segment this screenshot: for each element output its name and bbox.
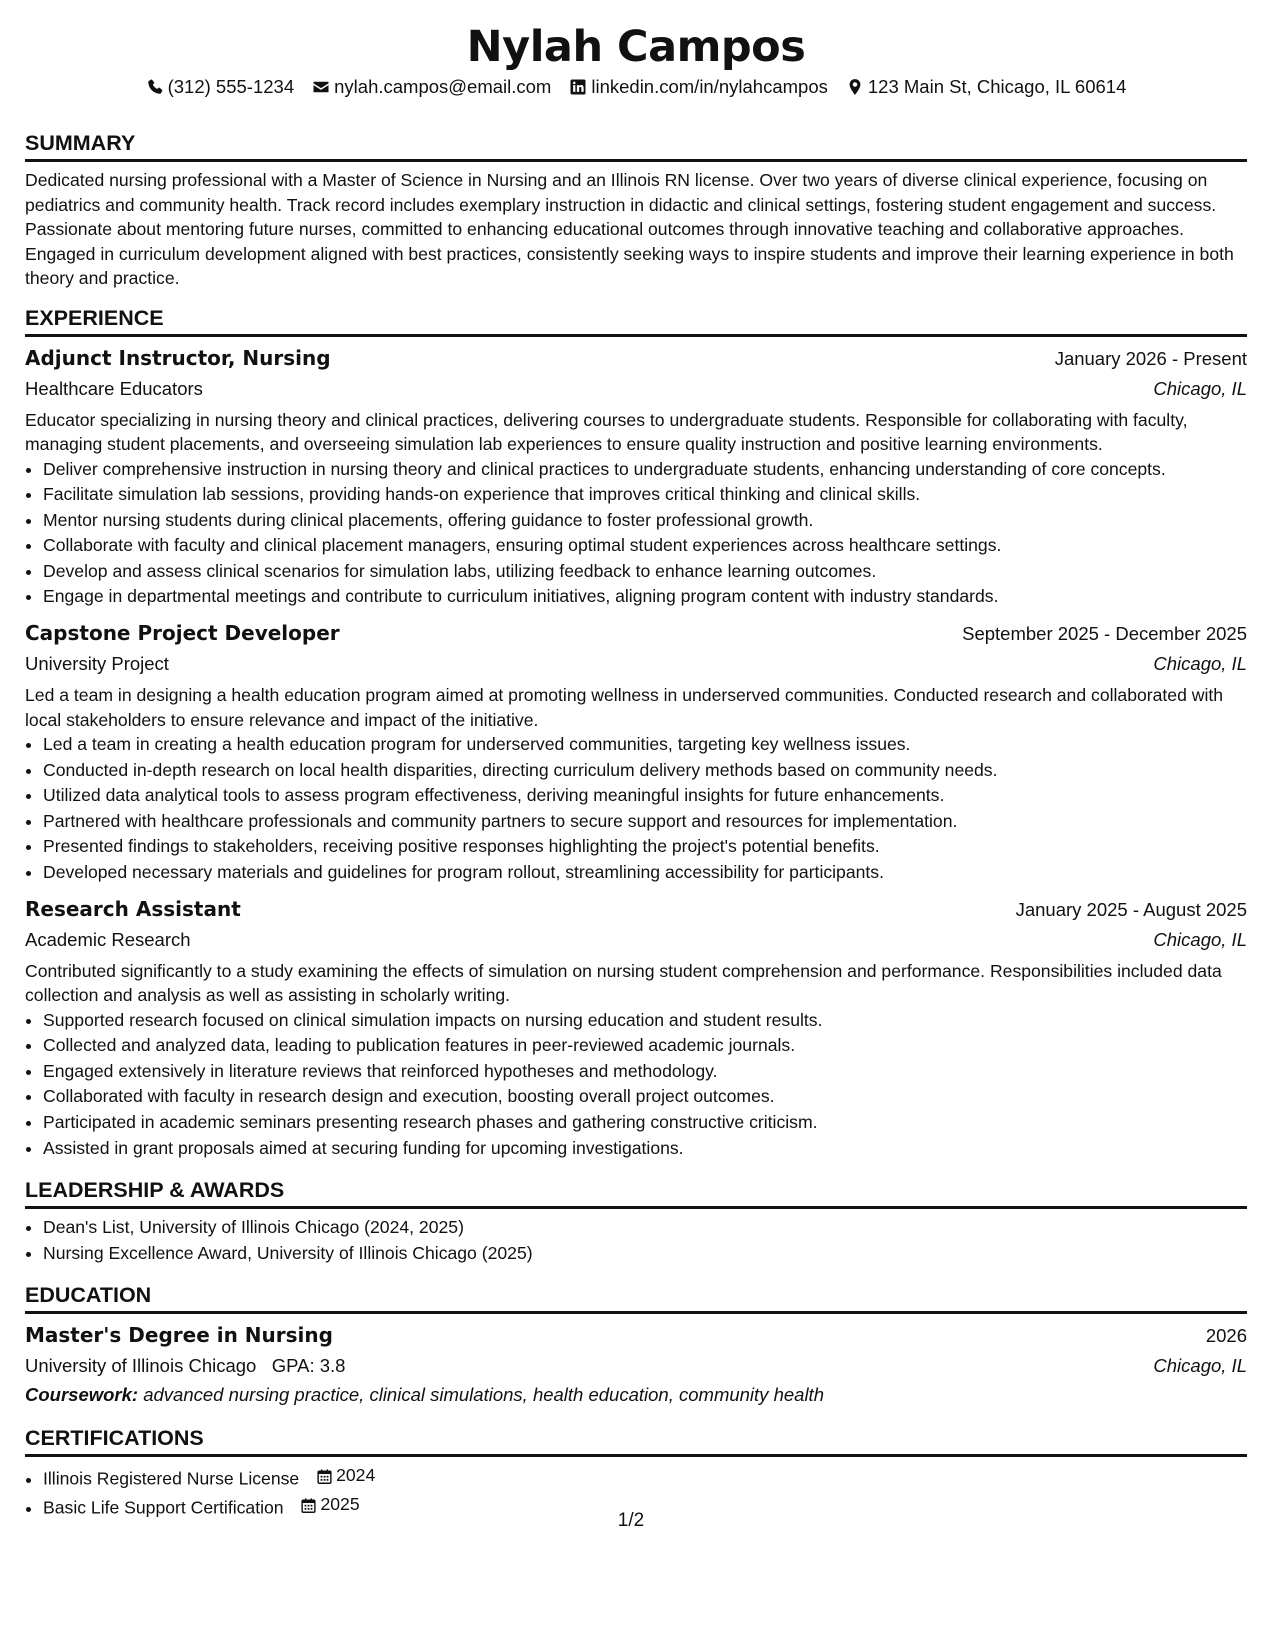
list-item: • Engage in departmental meetings and contribute to curriculum initiatives, aligning program content with industry standards.	[43, 584, 1247, 610]
job-entry	[25, 618, 1247, 886]
degree-year: 2026	[1205, 1325, 1247, 1347]
cert-name: Illinois Registered Nurse License	[43, 1468, 300, 1489]
envelope-icon	[312, 78, 330, 96]
list-item: • Assisted in grant proposals aimed at securing funding for upcoming investigations.	[43, 1136, 1247, 1162]
job-bullets	[25, 457, 1247, 611]
gpa-text: GPA: 3.8	[271, 1355, 346, 1377]
coursework-line	[25, 1381, 1247, 1409]
list-item: • Partnered with healthcare professionals and community partners to secure support and resources for implementation.	[43, 809, 1247, 835]
degree-title: Master's Degree in Nursing	[25, 1323, 333, 1348]
experience-list	[25, 343, 1247, 1162]
page-number: 1/2	[617, 1510, 645, 1531]
contact-email[interactable]	[312, 74, 551, 100]
list-item: • Led a team in creating a health education program for underserved communities, targeting key wellness issues.	[43, 732, 1247, 758]
list-item: • Facilitate simulation lab sessions, providing hands-on experience that improves critical thinking and clinical skills.	[43, 482, 1247, 508]
list-item: • Supported research focused on clinical simulation impacts on nursing education and student results.	[43, 1008, 1247, 1034]
coursework-label: Coursework:	[25, 1384, 139, 1406]
phone-icon	[146, 78, 164, 96]
job-organization: University Project	[25, 653, 169, 675]
list-item: • Collaborated with faculty in research design and execution, boosting overall project outcomes.	[43, 1084, 1247, 1110]
job-dates: September 2025 - December 2025	[962, 623, 1247, 645]
job-title: Capstone Project Developer	[25, 621, 340, 646]
resume-page	[25, 20, 1247, 1531]
job-description: Educator specializing in nursing theory and clinical practices, delivering courses to undergraduate students. Responsible for collaborating with faculty, managing student placements, and overseeing simulation lab experiences to ensure quality instruction and positive learning environments.	[25, 409, 1188, 454]
summary-heading: SUMMARY	[25, 130, 1247, 162]
job-title: Research Assistant	[25, 896, 241, 921]
list-item: • Nursing Excellence Award, University of Illinois Chicago (2025)	[43, 1241, 1247, 1267]
job-dates: January 2026 - Present	[1054, 347, 1247, 369]
linkedin-text: linkedin.com/in/nylahcampos	[591, 76, 828, 97]
list-item: • Participated in academic seminars presenting research phases and gathering constructive criticism.	[43, 1110, 1247, 1136]
cert-year: 2025	[320, 1494, 360, 1515]
list-item: • Utilized data analytical tools to assess program effectiveness, deriving meaningful insights for future enhancements.	[43, 783, 1247, 809]
cert-name: Basic Life Support Certification	[43, 1497, 284, 1518]
job-entry	[25, 894, 1247, 1162]
list-item: • Presented findings to stakeholders, receiving positive responses highlighting the project's potential benefits.	[43, 834, 1247, 860]
education-entry	[25, 1320, 1247, 1409]
list-item	[43, 1463, 1247, 1492]
leadership-heading: LEADERSHIP & AWARDS	[25, 1177, 1247, 1209]
list-item: • Dean's List, University of Illinois Chicago (2024, 2025)	[43, 1215, 1247, 1241]
coursework-text: advanced nursing practice, clinical simulations, health education, community health	[143, 1384, 824, 1406]
list-item: • Collected and analyzed data, leading to publication features in peer-reviewed academic journals.	[43, 1033, 1247, 1059]
job-organization: Academic Research	[25, 928, 191, 950]
list-item: • Engaged extensively in literature reviews that reinforced hypotheses and methodology.	[43, 1059, 1247, 1085]
job-description: Led a team in designing a health education program aimed at promoting wellness in underserved communities. Conducted research and collaborated with local stakeholders to ensure relevance and impact of the initiative.	[25, 685, 1224, 730]
contact-bar	[25, 74, 1247, 100]
contact-linkedin[interactable]	[569, 74, 828, 100]
leadership-list	[25, 1215, 1247, 1266]
contact-address	[846, 74, 1127, 100]
candidate-name: Nylah Campos	[466, 22, 806, 72]
education-heading: EDUCATION	[25, 1282, 1247, 1314]
job-dates: January 2025 - August 2025	[1015, 898, 1247, 920]
experience-heading: EXPERIENCE	[25, 305, 1247, 337]
calendar-icon	[316, 1468, 333, 1485]
list-item: • Conducted in-depth research on local health disparities, directing curriculum delivery methods based on community needs.	[43, 758, 1247, 784]
linkedin-icon	[569, 78, 587, 96]
list-item: • Collaborate with faculty and clinical placement managers, ensuring optimal student experiences across healthcare settings.	[43, 533, 1247, 559]
address-text: 123 Main St, Chicago, IL 60614	[867, 76, 1127, 97]
cert-date	[316, 1463, 375, 1489]
job-location: Chicago, IL	[1153, 377, 1247, 399]
job-organization: Healthcare Educators	[25, 377, 203, 399]
school-location: Chicago, IL	[1153, 1355, 1247, 1377]
list-item: • Developed necessary materials and guidelines for program rollout, streamlining accessibility for participants.	[43, 860, 1247, 886]
job-location: Chicago, IL	[1153, 653, 1247, 675]
job-description: Contributed significantly to a study examining the effects of simulation on nursing student comprehension and performance. Responsibilities included data collection and analysis as well as assisting in scholarly writing.	[25, 960, 1222, 1006]
job-bullets	[25, 732, 1247, 886]
job-title: Adjunct Instructor, Nursing	[25, 345, 331, 370]
school-name: University of Illinois Chicago	[25, 1355, 257, 1377]
contact-phone[interactable]	[146, 74, 295, 100]
job-location: Chicago, IL	[1153, 928, 1247, 950]
list-item: • Develop and assess clinical scenarios for simulation labs, utilizing feedback to enhance learning outcomes.	[43, 559, 1247, 585]
phone-text: (312) 555-1234	[167, 76, 295, 97]
job-bullets	[25, 1008, 1247, 1162]
list-item: • Deliver comprehensive instruction in nursing theory and clinical practices to undergraduate students, enhancing understanding of core concepts.	[43, 457, 1247, 483]
job-entry	[25, 343, 1247, 611]
map-pin-icon	[846, 78, 864, 96]
cert-year: 2024	[336, 1465, 376, 1486]
list-item: • Mentor nursing students during clinical placements, offering guidance to foster professional growth.	[43, 508, 1247, 534]
email-text: nylah.campos@email.com	[334, 76, 552, 97]
certifications-heading: CERTIFICATIONS	[25, 1425, 1247, 1457]
school-line	[25, 1351, 345, 1381]
summary-text: Dedicated nursing professional with a Master of Science in Nursing and an Illinois RN license. Over two years of diverse clinical experience, focusing on pediatrics and community health. Track record includes exemplary instruction in didactic and clinical settings, fostering student engagement and success. Passionate about mentoring future nurses, committed to enhancing educational outcomes through innovative teaching and collaborative approaches. Engaged in curriculum development aligned with best practices, consistently seeking ways to inspire students and improve their learning experience in both theory and practice.	[25, 170, 1234, 288]
